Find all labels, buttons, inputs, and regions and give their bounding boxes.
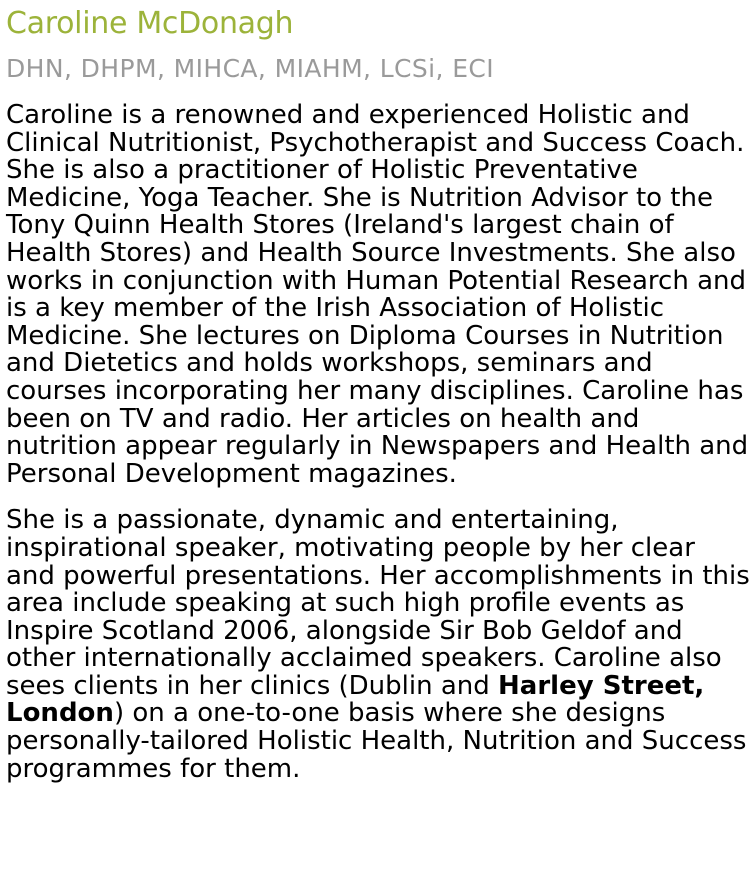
bio-paragraph-2-text-start: She is a passionate, dynamic and entertaining, inspirational speaker, motivating people by her clear and powerful presentations. Her accomplishments in this area include speaking at such high profile events as Inspire Scotland 2006, alongside Sir Bob Geldof and other internationally acclaimed speakers. Caroline also sees clients in her clinics (Dublin and xyxy=(6,505,750,701)
profile-page xyxy=(6,0,751,783)
profile-name: Caroline McDonagh xyxy=(6,6,294,41)
bio-paragraph-2-text-end: ) on a one-to-one basis where she designs personally-tailored Holistic Health, Nutrition and Success programmes for them. xyxy=(6,698,747,784)
clinic-location-highlight: Harley Street, London xyxy=(6,670,705,729)
bio-paragraph-1: Caroline is a renowned and experienced Holistic and Clinical Nutritionist, Psychotherapist and Success Coach. She is also a practitioner of Holistic Preventative Medicine, Yoga Teacher. She is Nutrition Advisor to the Tony Quinn Health Stores (Ireland's largest chain of Health Stores) and Health Source Investments. She also works in conjunction with Human Potential Research and is a key member of the Irish Association of Holistic Medicine. She lectures on Diploma Courses in Nutrition and Dietetics and holds workshops, seminars and courses incorporating her many disciplines. Caroline has been on TV and radio. Her articles on health and nutrition appear regularly in Newspapers and Health and Personal Development magazines. xyxy=(6,100,749,489)
bio-paragraph-2 xyxy=(6,507,751,783)
profile-credentials: DHN, DHPM, MIHCA, MIAHM, LCSi, ECI xyxy=(6,54,495,83)
